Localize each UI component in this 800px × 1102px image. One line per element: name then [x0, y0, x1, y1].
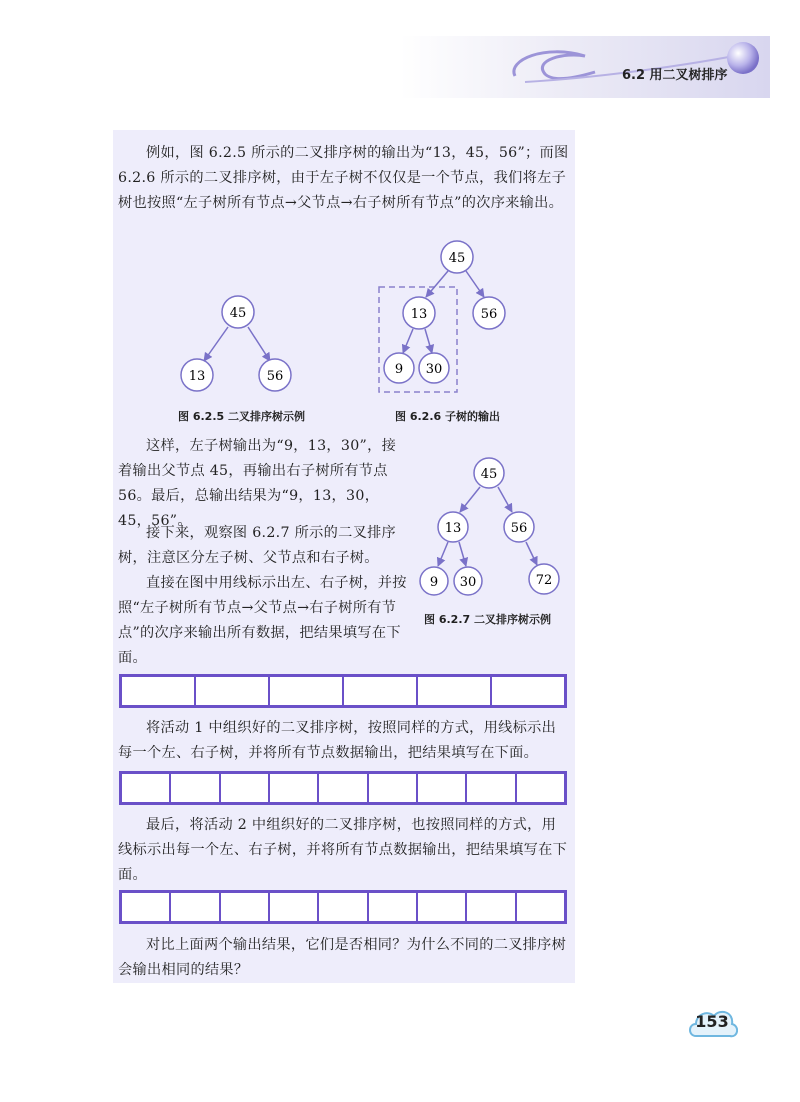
svg-text:9: 9 — [429, 575, 439, 590]
answer-row-3[interactable] — [119, 890, 567, 924]
svg-text:13: 13 — [188, 369, 206, 384]
answer-cell[interactable] — [270, 774, 319, 802]
tree-edge — [498, 487, 512, 512]
answer-cell[interactable] — [221, 893, 270, 921]
answer-cell[interactable] — [517, 774, 564, 802]
tree-edge — [425, 329, 432, 353]
tree-edge — [438, 542, 448, 566]
svg-text:45: 45 — [448, 251, 466, 266]
paragraph-subtree-output: 这样，左子树输出为“9，13，30”，接着输出父节点 45，再输出右子树所有节点 56。最后，总输出结果为“9，13，30，45，56”。 — [118, 438, 397, 529]
answer-cell[interactable] — [418, 893, 467, 921]
svg-text:56: 56 — [480, 307, 498, 322]
answer-cell[interactable] — [171, 774, 220, 802]
answer-cell[interactable] — [122, 893, 171, 921]
tree-edge — [403, 329, 413, 353]
answer-cell[interactable] — [467, 893, 516, 921]
answer-cell[interactable] — [369, 893, 418, 921]
paragraph-compare: 对比上面两个输出结果，它们是否相同？为什么不同的二叉排序树会输出相同的结果？ — [118, 937, 567, 978]
tree-edge — [248, 327, 270, 361]
svg-text:9: 9 — [394, 362, 404, 377]
tree-node — [419, 353, 449, 383]
tree-edge — [459, 542, 466, 566]
answer-row-1[interactable] — [119, 674, 567, 708]
answer-cell[interactable] — [319, 774, 368, 802]
answer-cell[interactable] — [418, 677, 492, 705]
paragraph-activity-1: 将活动 1 中组织好的二叉排序树，按照同样的方式，用线标示出每一个左、右子树，并将所有节点数据输出，把结果填写在下面。 — [118, 720, 557, 761]
answer-cell[interactable] — [492, 677, 564, 705]
answer-cell[interactable] — [344, 677, 418, 705]
paragraph-task: 直接在图中用线标示出左、右子树，并按照“左子树所有节点→父节点→右子树所有节点”的次序来输出所有数据，把结果填写在下面。 — [118, 575, 407, 666]
figure-6-2-7 — [412, 455, 577, 605]
tree-node — [384, 353, 414, 383]
tree-node — [504, 512, 534, 542]
tree-node — [473, 297, 505, 329]
figure-6-2-6 — [370, 235, 520, 400]
svg-text:30: 30 — [425, 362, 443, 377]
tree-edge — [204, 327, 228, 361]
paragraph-activity-2: 最后，将活动 2 中组织好的二叉排序树，也按照同样的方式，用线标示出每一个左、右子树，并将所有节点数据输出，把结果填写在下面。 — [118, 817, 568, 883]
svg-text:56: 56 — [510, 521, 528, 536]
figure-caption-6-2-7: 图 6.2.7 二叉排序树示例 — [424, 613, 551, 626]
answer-cell[interactable] — [122, 774, 171, 802]
answer-row-2[interactable] — [119, 771, 567, 805]
answer-cell[interactable] — [517, 893, 564, 921]
tree-edge — [466, 271, 484, 297]
tree-node — [420, 567, 448, 595]
svg-text:13: 13 — [444, 521, 462, 536]
svg-text:13: 13 — [410, 307, 428, 322]
tree-node — [403, 297, 435, 329]
tree-node — [529, 564, 559, 594]
tree-node — [454, 567, 482, 595]
section-title: 6.2 用二叉树排序 — [622, 68, 728, 83]
figure-6-2-5 — [160, 285, 310, 405]
tree-node — [181, 359, 213, 391]
tree-node — [441, 241, 473, 273]
svg-text:72: 72 — [535, 573, 553, 588]
answer-cell[interactable] — [319, 893, 368, 921]
answer-cell[interactable] — [270, 677, 344, 705]
svg-text:45: 45 — [480, 467, 498, 482]
tree-node — [259, 359, 291, 391]
tree-edge — [526, 542, 537, 565]
answer-cell[interactable] — [418, 774, 467, 802]
answer-cell[interactable] — [467, 774, 516, 802]
tree-edge — [426, 271, 448, 297]
paragraph-intro: 例如，图 6.2.5 所示的二叉排序树的输出为“13，45，56”；而图 6.2.6 所示的二叉排序树，由于左子树不仅仅是一个节点，我们将左子树也按照“左子树所有节点→父节点→右子树所有节点”的次序来输出。 — [118, 145, 569, 211]
paragraph-observe: 接下来，观察图 6.2.7 所示的二叉排序树，注意区分左子树、父节点和右子树。 — [118, 525, 397, 566]
answer-cell[interactable] — [221, 774, 270, 802]
figure-caption-6-2-5: 图 6.2.5 二叉排序树示例 — [178, 410, 305, 423]
page-number: 153 — [695, 1012, 729, 1031]
answer-cell[interactable] — [122, 677, 196, 705]
tree-node — [222, 296, 254, 328]
svg-text:45: 45 — [229, 306, 247, 321]
answer-cell[interactable] — [369, 774, 418, 802]
answer-cell[interactable] — [196, 677, 270, 705]
tree-edge — [460, 487, 480, 512]
svg-text:30: 30 — [459, 575, 477, 590]
answer-cell[interactable] — [270, 893, 319, 921]
figure-caption-6-2-6: 图 6.2.6 子树的输出 — [395, 410, 500, 423]
tree-node — [438, 512, 468, 542]
svg-text:56: 56 — [266, 369, 284, 384]
answer-cell[interactable] — [171, 893, 220, 921]
tree-node — [474, 458, 504, 488]
